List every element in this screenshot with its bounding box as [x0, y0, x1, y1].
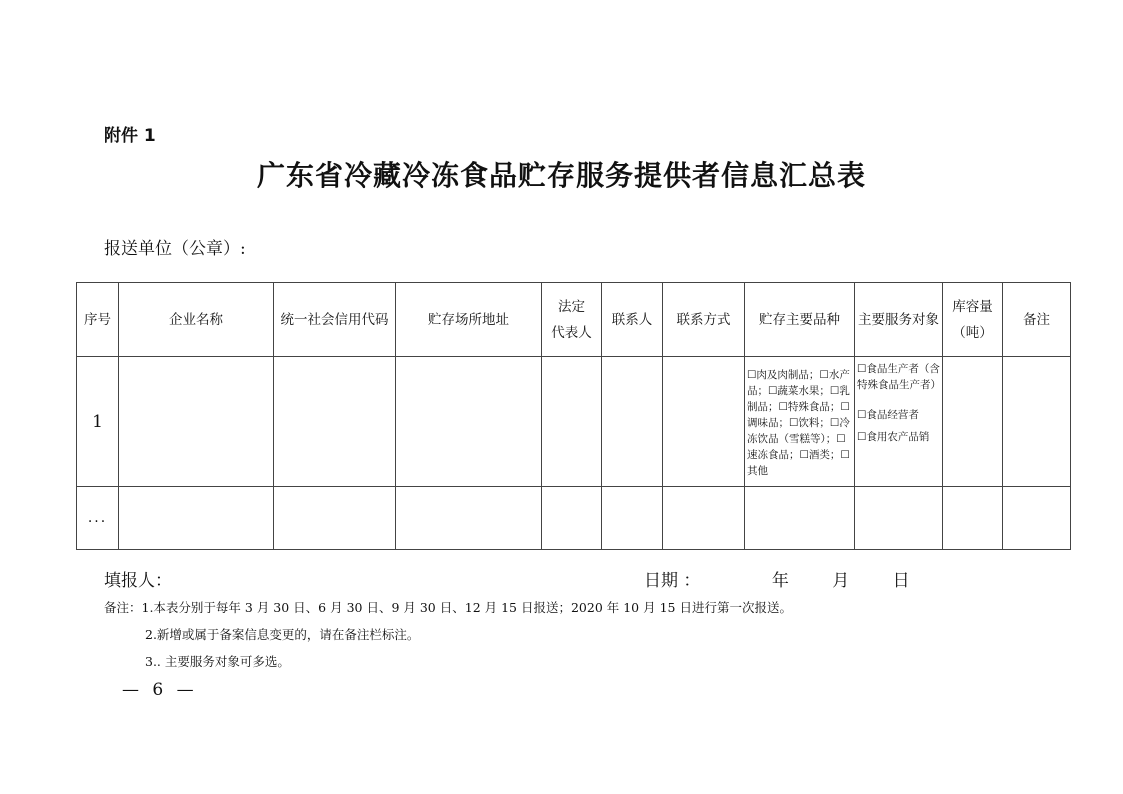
header-capacity-line1: 库容量 [952, 298, 993, 315]
summary-table [76, 282, 1071, 550]
header-company: 企业名称 [119, 283, 274, 357]
date-year: 年 [771, 571, 789, 591]
table-header-row [77, 283, 1071, 357]
cell-address[interactable] [396, 357, 542, 487]
date-month: 月 [832, 571, 850, 591]
service-option-producer: ☐食品生产者（含特殊食品生产者） [857, 363, 941, 391]
header-capacity-line2: （吨） [952, 324, 993, 341]
cell-service-target[interactable] [855, 487, 943, 550]
cell-service-options[interactable] [855, 357, 943, 487]
cell-contact-method[interactable] [663, 487, 745, 550]
page-number: — 6 — [122, 680, 198, 700]
cell-remarks[interactable] [1003, 487, 1071, 550]
cell-company[interactable] [119, 487, 274, 550]
products-options-text: ☐肉及肉制品；☐水产品；☐蔬菜水果；☐乳制品；☐特殊食品；☐调味品；☐饮料；☐冷冻饮品（雪糕等）；☐速冻食品；☐酒类；☐其他 [747, 369, 850, 477]
cell-products[interactable] [745, 487, 855, 550]
cell-remarks[interactable] [1003, 357, 1071, 487]
filler-label: 填报人： [104, 571, 172, 591]
cell-capacity[interactable] [943, 357, 1003, 487]
cell-address[interactable] [396, 487, 542, 550]
page-title: 广东省冷藏冷冻食品贮存服务提供者信息汇总表 [256, 159, 866, 192]
service-option-operator: ☐食品经营者 [857, 409, 919, 421]
table-row [77, 357, 1071, 487]
cell-company[interactable] [119, 357, 274, 487]
row-seq-ellipsis: ... [77, 487, 119, 550]
header-remarks: 备注 [1003, 283, 1071, 357]
header-address: 贮存场所地址 [396, 283, 542, 357]
header-capacity [943, 283, 1003, 357]
cell-credit-code[interactable] [274, 357, 396, 487]
cell-capacity[interactable] [943, 487, 1003, 550]
header-contact: 联系人 [602, 283, 663, 357]
cell-products-options[interactable] [745, 357, 855, 487]
attachment-label: 附件 1 [104, 126, 156, 146]
header-credit-code: 统一社会信用代码 [274, 283, 396, 357]
header-legal-rep-line1: 法定 [558, 298, 585, 315]
cell-contact[interactable] [602, 357, 663, 487]
cell-contact-method[interactable] [663, 357, 745, 487]
cell-legal-rep[interactable] [542, 357, 602, 487]
date-block [644, 566, 910, 591]
header-legal-rep-line2: 代表人 [551, 324, 592, 341]
date-label: 日期 ： [644, 571, 701, 591]
header-seq: 序号 [77, 283, 119, 357]
header-contact-method: 联系方式 [663, 283, 745, 357]
header-legal-rep [542, 283, 602, 357]
cell-legal-rep[interactable] [542, 487, 602, 550]
row-seq: 1 [77, 357, 119, 487]
header-service-target: 主要服务对象 [855, 283, 943, 357]
header-products: 贮存主要品种 [745, 283, 855, 357]
note-3: 3.. 主要服务对象可多选。 [145, 654, 290, 669]
reporting-unit-label: 报送单位（公章）: [104, 239, 246, 259]
date-day: 日 [892, 571, 910, 591]
table-row [77, 487, 1071, 550]
cell-contact[interactable] [602, 487, 663, 550]
note-1: 备注：1.本表分别于每年 3 月 30 日、6 月 30 日、9 月 30 日、12 月 15 日报送；2020 年 10 月 15 日进行第一次报送。 [104, 600, 792, 615]
note-2: 2.新增或属于备案信息变更的，请在备注栏标注。 [145, 627, 420, 642]
cell-credit-code[interactable] [274, 487, 396, 550]
service-option-agri-seller: ☐食用农产品销 [857, 431, 930, 443]
